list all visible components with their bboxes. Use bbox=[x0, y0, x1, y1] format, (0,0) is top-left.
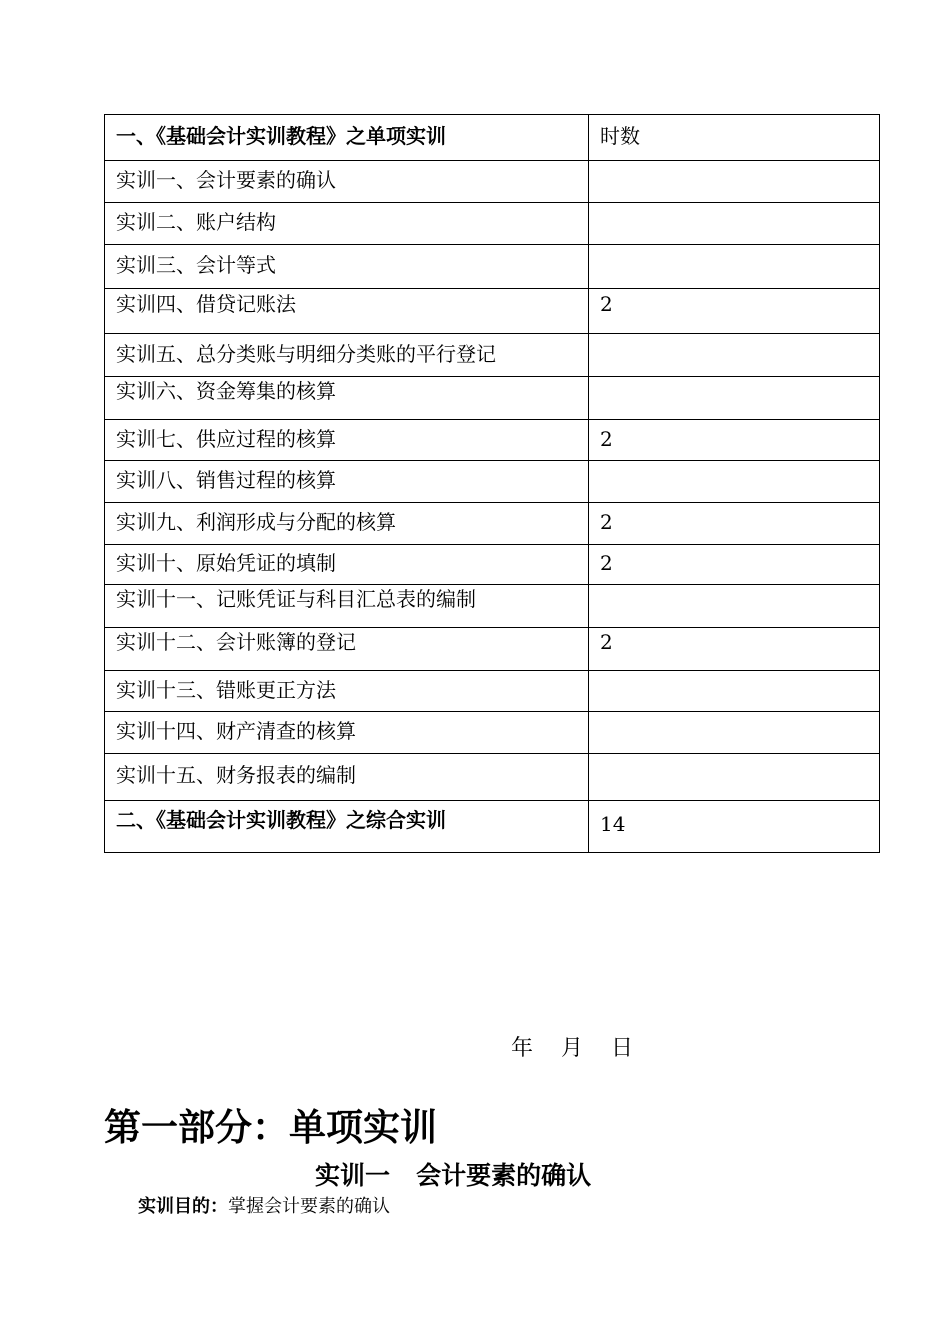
row-name-cell: 实训一、会计要素的确认 bbox=[105, 161, 589, 203]
objective-label: 实训目的： bbox=[138, 1196, 228, 1217]
row-name-cell: 实训十五、财务报表的编制 bbox=[105, 754, 589, 801]
row-name-cell: 实训十三、错账更正方法 bbox=[105, 671, 589, 712]
section2-hours-cell: 14 bbox=[589, 801, 880, 853]
row-hours-cell bbox=[589, 377, 880, 420]
row-hours-cell: 2 bbox=[589, 503, 880, 545]
row-hours-cell bbox=[589, 203, 880, 245]
row-hours-cell bbox=[589, 671, 880, 712]
row-hours-cell bbox=[589, 585, 880, 628]
row-hours-cell: 2 bbox=[589, 545, 880, 585]
row-hours-cell: 2 bbox=[589, 289, 880, 334]
objective-text: 掌握会计要素的确认 bbox=[228, 1196, 390, 1217]
row-hours-cell bbox=[589, 334, 880, 377]
table-row bbox=[105, 334, 880, 377]
row-name-cell: 实训三、会计等式 bbox=[105, 245, 589, 289]
row-hours-cell bbox=[589, 245, 880, 289]
table-row bbox=[105, 461, 880, 503]
row-name-cell: 实训六、资金筹集的核算 bbox=[105, 377, 589, 420]
row-name-cell: 实训八、销售过程的核算 bbox=[105, 461, 589, 503]
table-row bbox=[105, 245, 880, 289]
row-name-cell: 实训七、供应过程的核算 bbox=[105, 420, 589, 461]
date-line: 年 月 日 bbox=[511, 1036, 633, 1061]
table-row bbox=[105, 585, 880, 628]
row-name-cell: 实训四、借贷记账法 bbox=[105, 289, 589, 334]
table-row bbox=[105, 161, 880, 203]
hours-header-cell: 时数 bbox=[589, 115, 880, 161]
row-name-cell: 实训十四、财产清查的核算 bbox=[105, 712, 589, 754]
row-hours-cell bbox=[589, 461, 880, 503]
row-name-cell: 实训十一、记账凭证与科目汇总表的编制 bbox=[105, 585, 589, 628]
table-row bbox=[105, 420, 880, 461]
table-row bbox=[105, 671, 880, 712]
table-row bbox=[105, 289, 880, 334]
row-hours-cell: 2 bbox=[589, 420, 880, 461]
training-hours-table bbox=[104, 114, 880, 853]
objective-line bbox=[138, 1194, 390, 1220]
table-row bbox=[105, 712, 880, 754]
lesson-title: 实训一 会计要素的确认 bbox=[315, 1161, 592, 1190]
row-name-cell: 实训九、利润形成与分配的核算 bbox=[105, 503, 589, 545]
row-hours-cell bbox=[589, 712, 880, 754]
row-hours-cell bbox=[589, 754, 880, 801]
table-row bbox=[105, 545, 880, 585]
table-row bbox=[105, 628, 880, 671]
table-row bbox=[105, 503, 880, 545]
part-title: 第一部分：单项实训 bbox=[104, 1106, 437, 1149]
table-row bbox=[105, 377, 880, 420]
section1-title-cell: 一、《基础会计实训教程》之单项实训 bbox=[105, 115, 589, 161]
row-name-cell: 实训五、总分类账与明细分类账的平行登记 bbox=[105, 334, 589, 377]
row-hours-cell: 2 bbox=[589, 628, 880, 671]
row-name-cell: 实训十、原始凭证的填制 bbox=[105, 545, 589, 585]
table-footer-row bbox=[105, 801, 880, 853]
table-row bbox=[105, 754, 880, 801]
table-header-row bbox=[105, 115, 880, 161]
table-row bbox=[105, 203, 880, 245]
section2-title-cell: 二、《基础会计实训教程》之综合实训 bbox=[105, 801, 589, 853]
row-hours-cell bbox=[589, 161, 880, 203]
row-name-cell: 实训十二、会计账簿的登记 bbox=[105, 628, 589, 671]
row-name-cell: 实训二、账户结构 bbox=[105, 203, 589, 245]
